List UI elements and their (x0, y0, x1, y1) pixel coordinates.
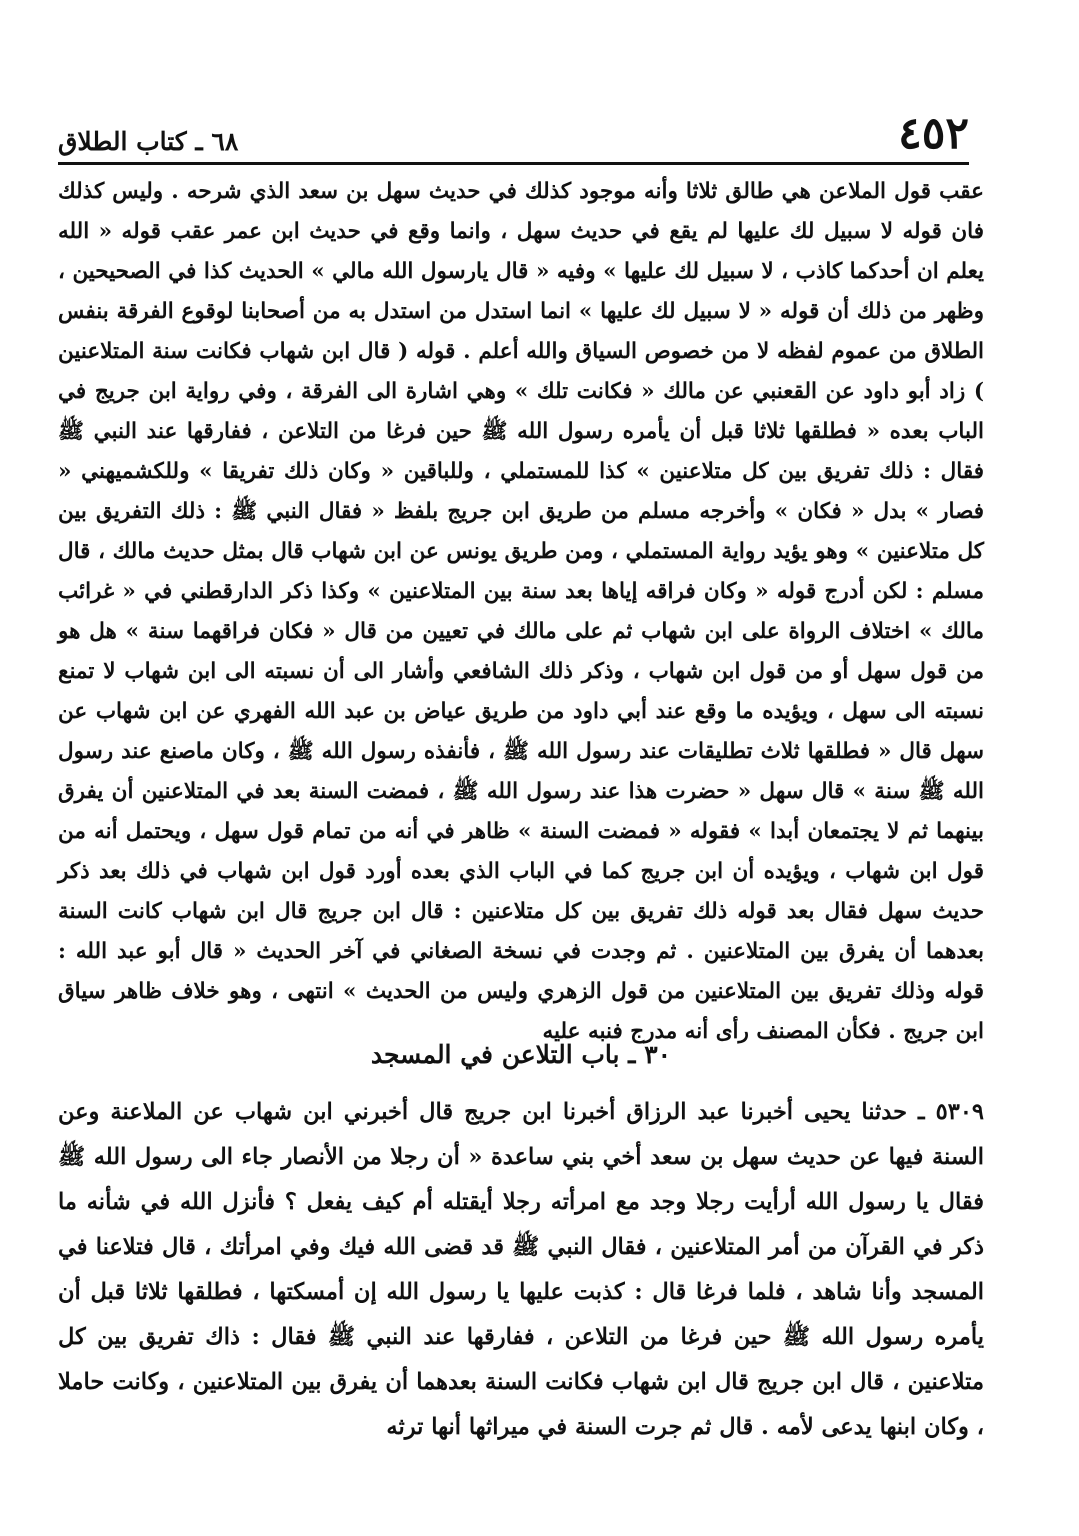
page-header (58, 94, 969, 165)
page-number: ٤٥٢ (898, 108, 969, 159)
running-title: ٦٨ ـ كتاب الطلاق (58, 127, 239, 156)
hadith-text (58, 1090, 984, 1450)
commentary-text (58, 172, 984, 1052)
hadith-paragraph: ٥٣٠٩ ـ حدثنا يحيى أخبرنا عبد الرزاق أخبرنا ابن جريج قال أخبرني ابن شهاب عن الملاعنة وعن السنة فيها عن حديث سهل بن سعد أخي بني ساعدة « أن رجلا من الأنصار جاء الى رسول الله ﷺ فقال يا رسول الله أرأيت رجلا وجد مع امرأته رجلا أيقتله أم كيف يفعل ؟ فأنزل الله في شأنه ما ذكر في القرآن من أمر المتلاعنين ، فقال النبي ﷺ قد قضى الله فيك وفي امرأتك ، قال فتلاعنا في المسجد وأنا شاهد ، فلما فرغا قال : كذبت عليها يا رسول الله إن أمسكتها ، فطلقها ثلاثا قبل أن يأمره رسول الله ﷺ حين فرغا من التلاعن ، ففارقها عند النبي ﷺ فقال : ذاك تفريق بين كل متلاعنين ، قال ابن جريج قال ابن شهاب فكانت السنة بعدهما أن يفرق بين المتلاعنين ، وكانت حاملا ، وكان ابنها يدعى لأمه . قال ثم جرت السنة في ميراثها أنها ترثه (58, 1099, 984, 1440)
chapter-heading: ٣٠ ـ باب التلاعن في المسجد (370, 1040, 672, 1069)
commentary-paragraph: عقب قول الملاعن هي طالق ثلاثا وأنه موجود كذلك في حديث سهل بن سعد الذي شرحه . وليس كذلك فان قوله لا سبيل لك عليها لم يقع في حديث سهل ، وانما وقع في حديث ابن عمر عقب قوله « الله يعلم ان أحدكما كاذب ، لا سبيل لك عليها » وفيه « قال يارسول الله مالي » الحديث كذا في الصحيحين ، وظهر من ذلك أن قوله « لا سبيل لك عليها » انما استدل من استدل به من أصحابنا لوقوع الفرقة بنفس الطلاق من عموم لفظه لا من خصوص السياق والله أعلم . قوله ( قال ابن شهاب فكانت سنة المتلاعنين ) زاد أبو داود عن القعنبي عن مالك « فكانت تلك » وهي اشارة الى الفرقة ، وفي رواية ابن جريج في الباب بعده « فطلقها ثلاثا قبل أن يأمره رسول الله ﷺ حين فرغا من التلاعن ، ففارقها عند النبي ﷺ فقال : ذلك تفريق بين كل متلاعنين » كذا للمستملي ، وللباقين « وكان ذلك تفريقا » وللكشميهني « فصار » بدل « فكان » وأخرجه مسلم من طريق ابن جريج بلفظ « فقال النبي ﷺ : ذلك التفريق بين كل متلاعنين » وهو يؤيد رواية المستملي ، ومن طريق يونس عن ابن شهاب قال بمثل حديث مالك ، قال مسلم : لكن أدرج قوله « وكان فراقه إياها بعد سنة بين المتلاعنين » وكذا ذكر الدارقطني في « غرائب مالك » اختلاف الرواة على ابن شهاب ثم على مالك في تعيين من قال « فكان فراقهما سنة » هل هو من قول سهل أو من قول ابن شهاب ، وذكر ذلك الشافعي وأشار الى أن نسبته الى ابن شهاب لا تمنع نسبته الى سهل ، ويؤيده ما وقع عند أبي داود من طريق عياض بن عبد الله الفهري عن ابن شهاب عن سهل قال « فطلقها ثلاث تطليقات عند رسول الله ﷺ ، فأنفذه رسول الله ﷺ ، وكان ماصنع عند رسول الله ﷺ سنة » قال سهل « حضرت هذا عند رسول الله ﷺ ، فمضت السنة بعد في المتلاعنين أن يفرق بينهما ثم لا يجتمعان أبدا » فقوله « فمضت السنة » ظاهر في أنه من تمام قول سهل ، ويحتمل أنه من قول ابن شهاب ، ويؤيده أن ابن جريج كما في الباب الذي بعده أورد قول ابن شهاب في ذلك بعد ذكر حديث سهل فقال بعد قوله ذلك تفريق بين كل متلاعنين : قال ابن جريج قال ابن شهاب كانت السنة بعدهما أن يفرق بين المتلاعنين . ثم وجدت في نسخة الصغاني في آخر الحديث « قال أبو عبد الله : قوله وذلك تفريق بين المتلاعنين من قول الزهري وليس من الحديث » انتهى ، وهو خلاف ظاهر سياق ابن جريج . فكأن المصنف رأى أنه مدرج فنبه عليه (58, 179, 985, 1044)
